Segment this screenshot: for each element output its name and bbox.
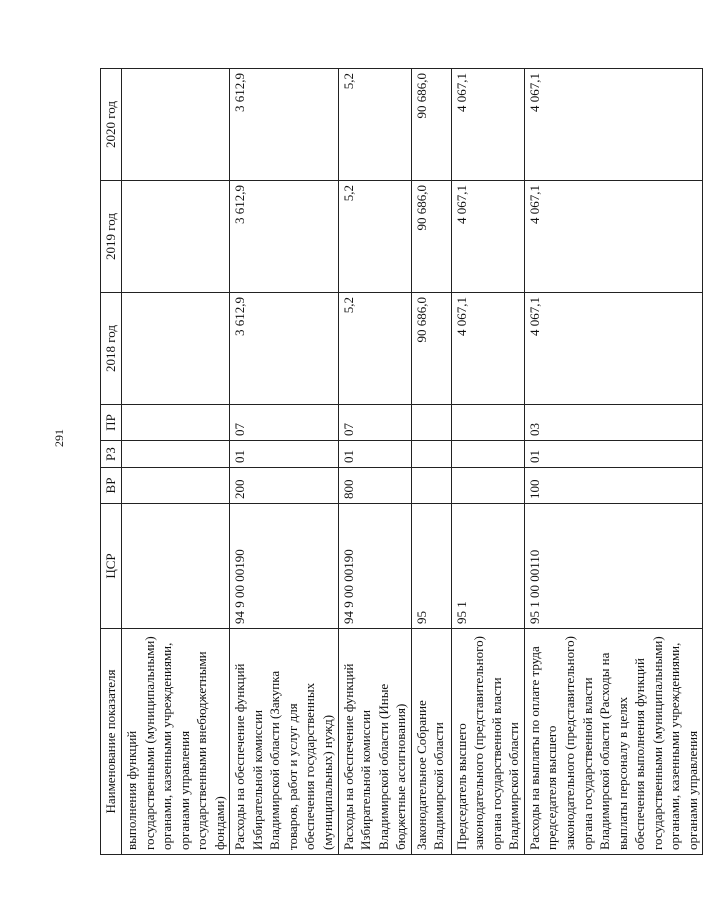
- cell-name: Законодательное Собрание Владимирской области: [411, 629, 451, 855]
- cell-rz: 01: [230, 441, 338, 468]
- cell-2019: 90 686,0: [411, 181, 451, 293]
- cell-pr: [122, 405, 230, 441]
- table-header-row: [101, 69, 122, 855]
- table-row: [524, 69, 702, 855]
- table-row: [338, 69, 411, 855]
- cell-csr: [122, 504, 230, 629]
- cell-2019: 4 067,1: [451, 181, 524, 293]
- cell-2020: 3 612,9: [230, 69, 338, 181]
- table-row: [122, 69, 230, 855]
- cell-vr: 800: [338, 468, 411, 504]
- cell-2018: 90 686,0: [411, 293, 451, 405]
- cell-csr: 94 9 00 00190: [338, 504, 411, 629]
- cell-name: Расходы на обеспечение функций Избирательной комиссии Владимирской области (Закупка товаров, работ и услуг для обеспечения государственных (муниципальных) нужд): [230, 629, 338, 855]
- cell-pr: 07: [338, 405, 411, 441]
- cell-vr: [122, 468, 230, 504]
- cell-2018: [122, 293, 230, 405]
- table-row: [230, 69, 338, 855]
- cell-vr: 200: [230, 468, 338, 504]
- cell-2018: 5,2: [338, 293, 411, 405]
- rotated-page-content: [100, 69, 700, 855]
- cell-2020: 90 686,0: [411, 69, 451, 181]
- cell-name: Председатель высшего законодательного (представительного) органа государственной власти Владимирской области: [451, 629, 524, 855]
- header-2019: 2019 год: [101, 181, 122, 293]
- cell-2019: [122, 181, 230, 293]
- header-2018: 2018 год: [101, 293, 122, 405]
- header-pr: ПР: [101, 405, 122, 441]
- cell-rz: [122, 441, 230, 468]
- cell-rz: [411, 441, 451, 468]
- cell-vr: [411, 468, 451, 504]
- header-csr: ЦСР: [101, 504, 122, 629]
- cell-rz: 01: [524, 441, 702, 468]
- cell-pr: [411, 405, 451, 441]
- cell-csr: 95 1: [451, 504, 524, 629]
- cell-2018: 4 067,1: [451, 293, 524, 405]
- cell-vr: [451, 468, 524, 504]
- cell-rz: [451, 441, 524, 468]
- cell-2018: 3 612,9: [230, 293, 338, 405]
- header-name: Наименование показателя: [101, 629, 122, 855]
- header-vr: ВР: [101, 468, 122, 504]
- cell-pr: 07: [230, 405, 338, 441]
- cell-name: выполнения функций государственными (муниципальными) органами, казенными учреждениями, органами управления государственными внебюджетными фондами): [122, 629, 230, 855]
- cell-2020: [122, 69, 230, 181]
- cell-pr: 03: [524, 405, 702, 441]
- cell-2019: 4 067,1: [524, 181, 702, 293]
- header-2020: 2020 год: [101, 69, 122, 181]
- cell-2018: 4 067,1: [524, 293, 702, 405]
- cell-2020: 5,2: [338, 69, 411, 181]
- table-row: [411, 69, 451, 855]
- cell-csr: 95: [411, 504, 451, 629]
- cell-2020: 4 067,1: [524, 69, 702, 181]
- cell-vr: 100: [524, 468, 702, 504]
- cell-rz: 01: [338, 441, 411, 468]
- cell-2020: 4 067,1: [451, 69, 524, 181]
- cell-csr: 95 1 00 00110: [524, 504, 702, 629]
- cell-2019: 3 612,9: [230, 181, 338, 293]
- header-rz: РЗ: [101, 441, 122, 468]
- cell-name: Расходы на выплаты по оплате труда председателя высшего законодательного (представительного) органа государственной власти Владимирской области (Расходы на выплаты персоналу в целях обеспечения выполнения функций государственными (муниципальными) органами, казенными учреждениями, органами управления: [524, 629, 702, 855]
- budget-table: [100, 68, 703, 855]
- table-row: [451, 69, 524, 855]
- cell-name: Расходы на обеспечение функций Избирательной комиссии Владимирской области (Иные бюджетные ассигнования): [338, 629, 411, 855]
- cell-pr: [451, 405, 524, 441]
- page-number: 291: [52, 429, 66, 447]
- cell-csr: 94 9 00 00190: [230, 504, 338, 629]
- cell-2019: 5,2: [338, 181, 411, 293]
